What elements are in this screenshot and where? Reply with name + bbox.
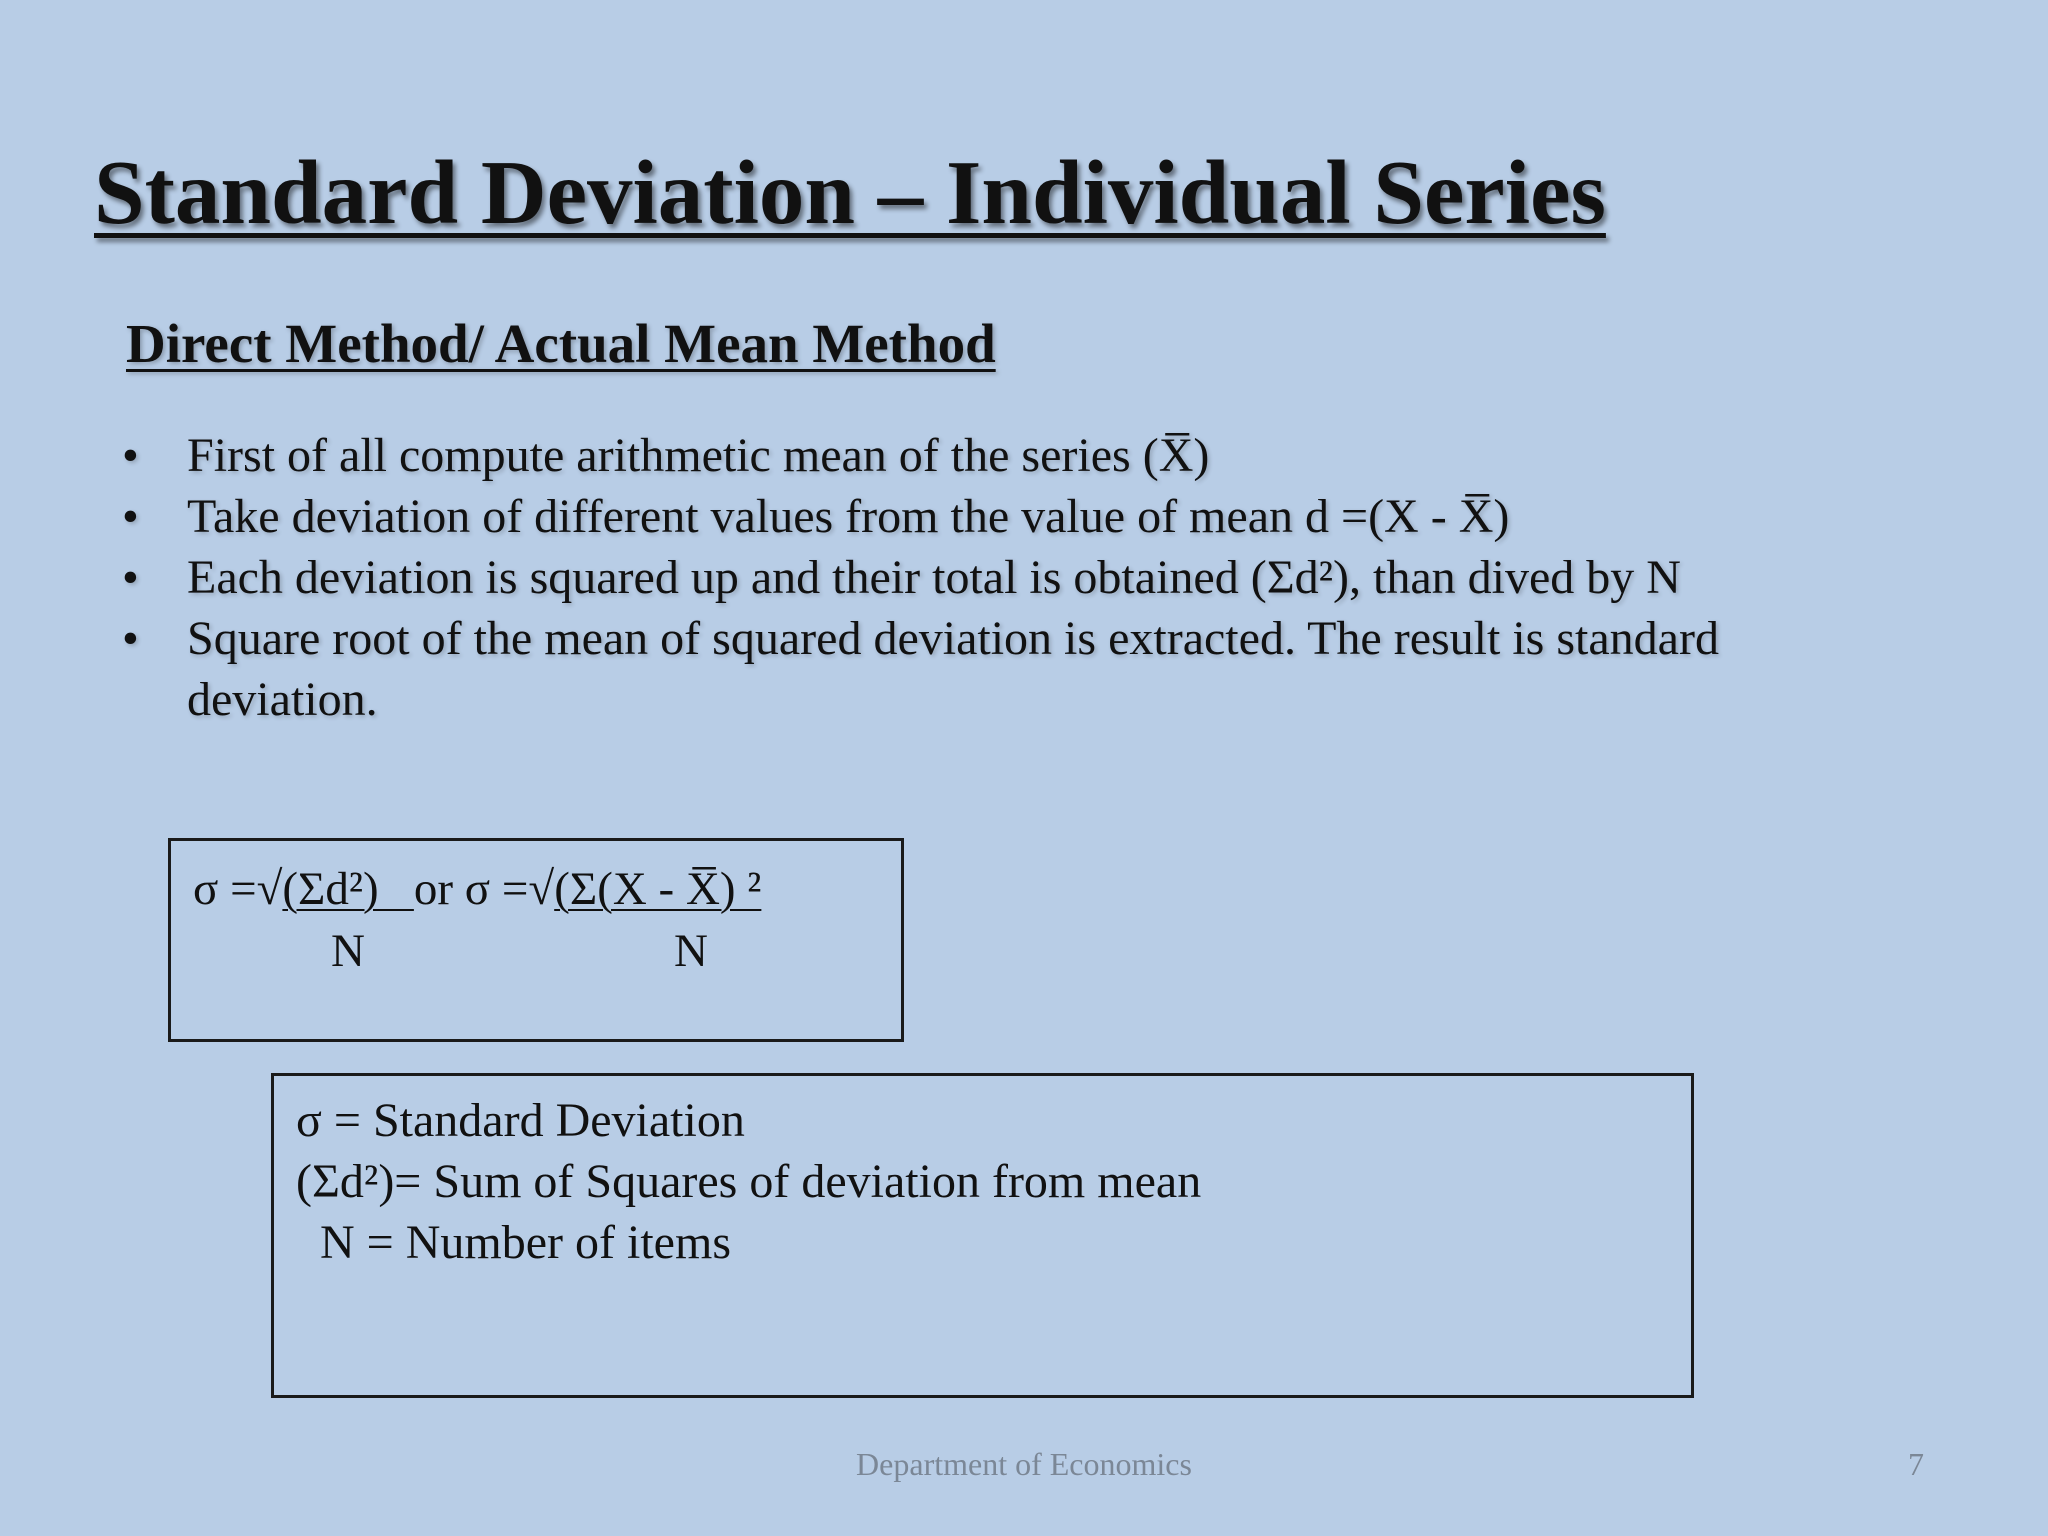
legend-item-sigma: σ = Standard Deviation [296,1094,745,1147]
bullet-icon: • [122,429,139,482]
formula-prefix: σ =√ [193,863,283,915]
list-item-text: First of all compute arithmetic mean of the series (X̅) [187,429,1210,482]
formula-line [193,861,761,917]
list-item [118,425,1858,486]
steps-list [118,425,1858,730]
formula-numerator-1: (Σd²) [282,863,414,915]
legend-item-n: N = Number of items [320,1216,731,1269]
list-item [118,486,1858,547]
list-item-text: Square root of the mean of squared deviation is extracted. The result is standard deviation. [187,612,1719,726]
list-item [118,608,1858,730]
bullet-icon: • [122,551,139,604]
page-number: 7 [1908,1446,1924,1482]
formula-numerator-2: (Σ(X - X̅) ² [554,863,762,915]
formula-connector: or σ =√ [413,863,555,915]
bullet-icon: • [122,490,139,543]
footer-department: Department of Economics [856,1446,1192,1482]
list-item-text: Each deviation is squared up and their total is obtained (Σd²), than dived by N [187,551,1681,604]
bullet-icon: • [122,612,139,665]
legend-item-sum-squares: (Σd²)= Sum of Squares of deviation from mean [296,1155,1202,1208]
formula-box [168,838,904,1042]
formula-denominator-2: N [674,925,708,977]
list-item-text: Take deviation of different values from the value of mean d =(X - X̅) [187,490,1510,543]
method-heading: Direct Method/ Actual Mean Method [126,313,996,374]
list-item [118,547,1858,608]
formula-denominator-1: N [331,925,365,977]
legend-box [271,1073,1694,1398]
slide-title: Standard Deviation – Individual Series [94,142,1606,243]
